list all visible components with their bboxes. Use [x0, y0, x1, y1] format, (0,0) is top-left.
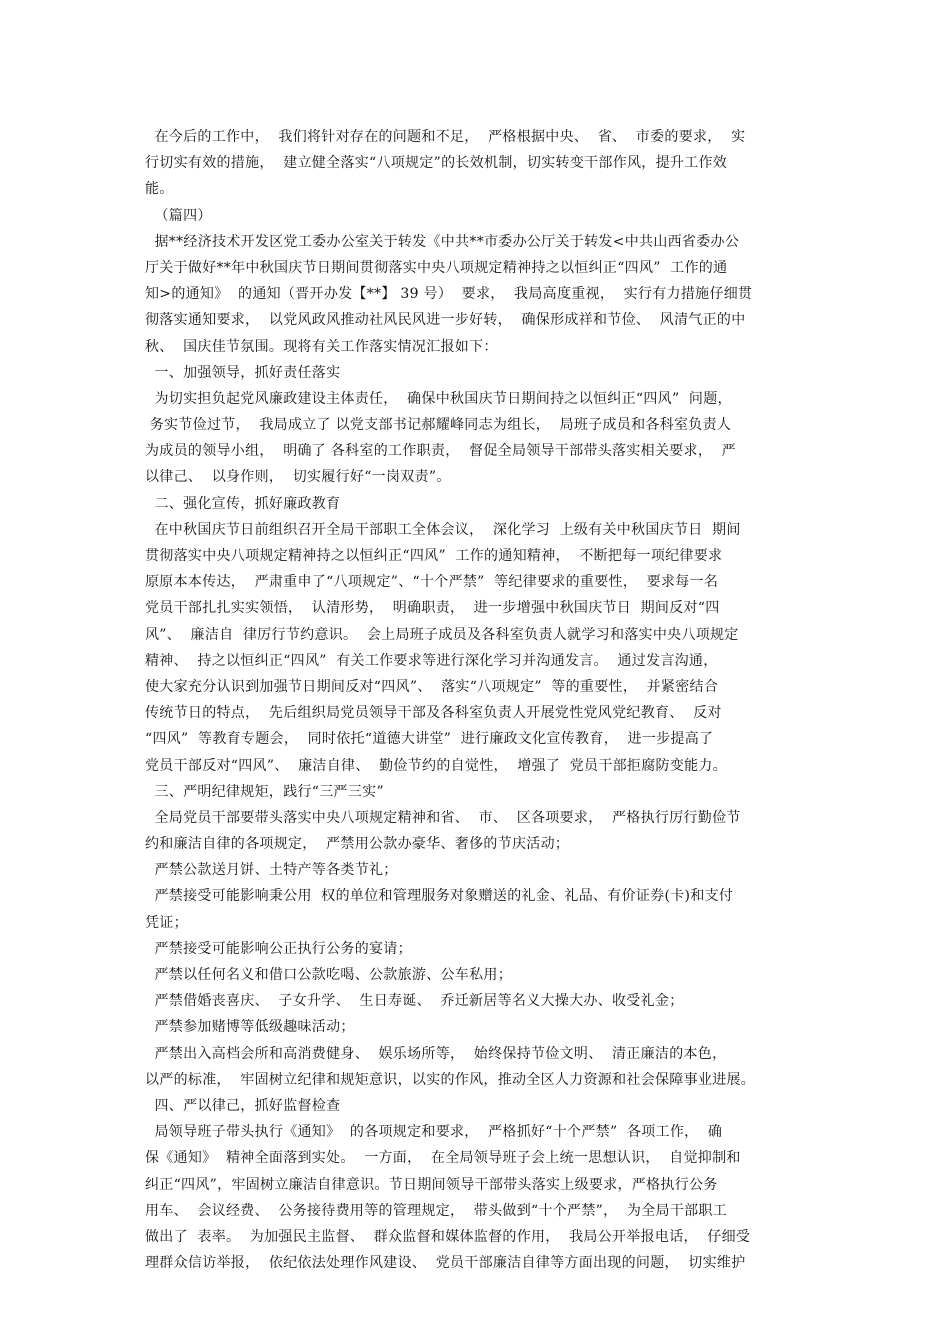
text-line: 贯彻落实中央八项规定精神持之以恒纠正“四风” 工作的通知精神， 不断把每一项纪律要求: [145, 548, 723, 564]
text-line: 以严的标准， 牢固树立纪律和规矩意识，以实的作风，推动全区人力资源和社会保障事业进展。: [145, 1071, 756, 1088]
text-line: 党员干部扎扎实实领悟， 认清形势， 明确职责， 进一步增强中秋国庆节日 期间反对“四: [145, 600, 720, 617]
text-line: 严禁出入高档会所和高消费健身、 娱乐场所等， 始终保持节俭文明、 清正廉洁的本色，: [145, 1045, 727, 1062]
text-line: 行切实有效的措施， 建立健全落实“八项规定”的长效机制，切实转变干部作风，提升工作效: [145, 155, 728, 172]
text-line: 在中秋国庆节日前组织召开全局干部职工全体会议， 深化学习 上级有关中秋国庆节日 期间: [145, 521, 741, 538]
text-line: 厅关于做好**年中秋国庆节日期间贯彻落实中央八项规定精神持之以恒纠正“四风” 工作的通: [145, 259, 728, 276]
text-line: 能。: [145, 181, 174, 198]
text-line: 约和廉洁自律的各项规定， 严禁用公款办豪华、奢侈的节庆活动；: [145, 836, 570, 853]
text-line: 全局党员干部要带头落实中央八项规定精神和省、 市、 区各项要求， 严格执行厉行勤俭节: [145, 809, 741, 826]
text-line: 一、加强领导，抓好责任落实: [145, 364, 341, 381]
text-line: 知>的通知》 的通知（晋开办发【**】 39 号） 要求， 我局高度重视， 实行有力措施仔细贯: [145, 286, 753, 303]
text-line: 四、严以律己，抓好监督检查: [145, 1097, 341, 1114]
text-line: 二、强化宣传，抓好廉政教育: [145, 495, 341, 512]
text-line: 务实节俭过节， 我局成立了 以党支部书记郝耀峰同志为组长， 局班子成员和各科室负责人: [145, 417, 732, 434]
text-line: 纠正“四风”，牢固树立廉洁自律意识。节日期间领导干部带头落实上级要求，严格执行公务: [145, 1176, 718, 1193]
text-line: 传统节日的特点， 先后组织局党员领导干部及各科室负责人开展党性党风党纪教育、 反对: [145, 705, 722, 722]
text-line: 严禁参加赌博等低级趣味活动；: [145, 1019, 355, 1036]
text-line: 严禁公款送月饼、土特产等各类节礼；: [145, 862, 398, 879]
text-line: 原原本本传达， 严肃重申了“八项规定”、“十个严禁” 等纪律要求的重要性， 要求每一名: [145, 574, 719, 591]
text-line: 为切实担负起党风廉政建设主体责任， 确保中秋国庆节日期间持之以恒纠正“四风” 问题，: [145, 390, 732, 407]
text-line: 秋、 国庆佳节氛围。现将有关工作落实情况汇报如下：: [145, 338, 498, 355]
text-line: “四风” 等教育专题会， 同时依托“道德大讲堂” 进行廉政文化宣传教育， 进一步提高了: [145, 731, 714, 748]
text-line: 凭证；: [145, 914, 188, 931]
text-line: 保《通知》 精神全面落到实处。 一方面， 在全局领导班子会上统一思想认识， 自觉抑制和: [145, 1150, 741, 1167]
text-line: 三、严明纪律规矩，践行“三严三实”: [145, 783, 384, 800]
text-line: 严禁接受可能影响公正执行公务的宴请；: [145, 940, 412, 957]
text-line: 做出了 表率。 为加强民主监督、 群众监督和媒体监督的作用， 我局公开举报电话， 仔细受: [145, 1228, 751, 1245]
text-line: 严禁借婚丧喜庆、 子女升学、 生日寿诞、 乔迁新居等名义大操大办、收受礼金；: [145, 993, 684, 1010]
text-line: 严禁接受可能影响秉公用 权的单位和管理服务对象赠送的礼金、礼品、有价证券(卡)和支付: [145, 888, 734, 905]
text-line: 理群众信访举报， 依纪依法处理作风建设、 党员干部廉洁自律等方面出现的问题， 切实维护: [145, 1255, 746, 1272]
text-line: 用车、 会议经费、 公务接待费用等的管理规定， 带头做到“十个严禁”， 为全局干部职工: [145, 1202, 728, 1219]
text-line: 以律己、 以身作则， 切实履行好“一岗双责”。: [145, 469, 451, 486]
text-line: 风”、 廉洁自 律厉行节约意识。 会上局班子成员及各科室负责人就学习和落实中央八项规定: [145, 626, 739, 643]
text-line: 党员干部反对“四风”、 廉洁自律、 勤俭节约的自觉性， 增强了 党员干部拒腐防变能力。: [145, 757, 728, 774]
document-body: [145, 124, 815, 1276]
text-line: 精神、 持之以恒纠正“四风” 有关工作要求等进行深化学习并沟通发言。 通过发言沟通，: [145, 652, 718, 669]
text-line: 局领导班子带头执行《通知》 的各项规定和要求， 严格抓好“十个严禁” 各项工作， 确: [145, 1124, 723, 1141]
text-line: 彻落实通知要求， 以党风政风推动社风民风进一步好转， 确保形成祥和节俭、 风清气正的中: [145, 312, 746, 329]
text-line: （篇四）: [145, 207, 212, 224]
text-line: 据**经济技术开发区党工委办公室关于转发《中共**市委办公厅关于转发<中共山西省委办公: [145, 233, 740, 250]
text-line: 严禁以任何名义和借口公款吃喝、公款旅游、公车私用；: [145, 967, 512, 983]
text-line: 在今后的工作中， 我们将针对存在的问题和不足， 严格根据中央、 省、 市委的要求， 实: [145, 129, 746, 145]
text-line: 使大家充分认识到加强节日期间反对“四风”、 落实“八项规定” 等的重要性， 并紧密结合: [145, 678, 719, 695]
text-line: 为成员的领导小组， 明确了 各科室的工作职责， 督促全局领导干部带头落实相关要求， 严: [145, 443, 736, 460]
